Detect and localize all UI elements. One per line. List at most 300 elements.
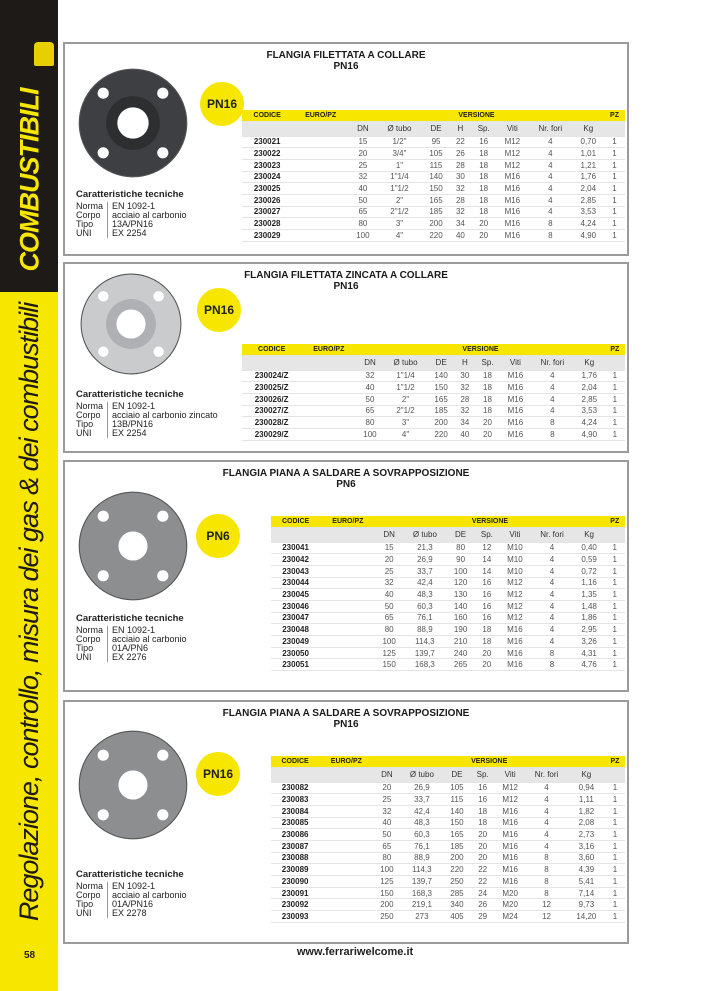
column-header: DE [422,121,450,136]
price-cell [320,624,375,636]
sidebar-category: COMBUSTIBILI [14,88,44,272]
price-cell [292,136,349,148]
spec-row [76,420,222,429]
cell-value: 1 [605,911,625,923]
cell-value: 4 [530,554,573,566]
cell-value: 1,01 [573,148,605,160]
header-blank [605,527,625,542]
cell-value: 150 [428,382,455,394]
column-header: DE [428,355,455,370]
cell-value: 1 [605,829,625,841]
cell-value: 25 [373,794,400,806]
cell-value: M16 [499,624,530,636]
cell-value: 125 [373,876,400,888]
sidebar-chapter-band [0,292,58,991]
header-codice: CODICE [271,756,319,767]
cell-value: 26,9 [403,554,447,566]
cell-value: 1 [605,876,625,888]
cell-value: 185 [422,206,450,218]
cell-value: 18 [470,805,495,817]
cell-value: 200 [444,852,471,864]
cell-value: 4 [528,206,572,218]
cell-value: M16 [495,840,525,852]
product-code: 230024 [242,171,292,183]
spec-row [76,229,191,238]
cell-value: 220 [444,864,471,876]
header-blank [242,121,292,136]
cell-value: 165 [444,829,471,841]
spec-label: Tipo [76,219,94,229]
technical-specs [76,390,222,438]
cell-value: 190 [447,624,474,636]
spec-value: 13B/PN16 [108,420,222,429]
cell-value: 1 [605,794,625,806]
table-row [271,589,625,601]
cell-value: 48,3 [400,817,443,829]
cell-value: 4 [525,794,568,806]
table-row [242,393,625,405]
cell-value: 12 [525,911,568,923]
price-cell [301,405,356,417]
cell-value: 4 [530,624,573,636]
price-cell [292,230,349,242]
cell-value: 2,85 [574,393,605,405]
cell-value: 20 [470,852,495,864]
cell-value: 140 [428,370,455,382]
cell-value: 8 [528,230,572,242]
cell-value: M16 [495,852,525,864]
cell-value: 120 [447,577,474,589]
cell-value: M16 [500,428,531,440]
column-header: Kg [573,121,605,136]
column-header: Nr. fori [528,121,572,136]
product-section [63,700,629,944]
price-cell [320,612,375,624]
cell-value: 16 [474,589,499,601]
header-versione: VERSIONE [356,344,604,355]
cell-value: 4,39 [568,864,605,876]
spec-row [76,653,191,662]
spec-value: EX 2276 [108,653,191,662]
cell-value: 0,40 [574,542,605,554]
table-row [271,565,625,577]
cell-value: 210 [447,636,474,648]
product-code: 230046 [271,600,320,612]
cell-value: M16 [500,370,531,382]
cell-value: 1 [605,817,625,829]
price-cell [319,782,373,794]
product-code: 230026 [242,194,292,206]
header-codice: CODICE [242,344,301,355]
cell-value: 340 [444,899,471,911]
product-code: 230044 [271,577,320,589]
cell-value: 32 [356,370,383,382]
pressure-badge: PN16 [196,752,240,796]
table-row [271,876,625,888]
cell-value: M16 [497,194,529,206]
product-pressure-title: PN16 [333,61,359,72]
cell-value: 25 [376,565,403,577]
spec-value: EN 1092-1 [108,402,222,411]
cell-value: 18 [471,183,497,195]
price-cell [292,159,349,171]
cell-value: 20 [475,428,500,440]
product-code: 230049 [271,636,320,648]
cell-value: 88,9 [403,624,447,636]
cell-value: M16 [500,393,531,405]
cell-value: 1 [604,159,625,171]
price-cell [301,428,356,440]
product-code: 230085 [271,817,319,829]
spec-label: UNI [76,652,92,662]
table-row [271,600,625,612]
table-row [271,864,625,876]
cell-value: M12 [497,148,529,160]
technical-specs [76,190,191,238]
cell-value: 18 [474,624,499,636]
cell-value: 16 [470,794,495,806]
spec-label: Corpo [76,634,101,644]
cell-value: 32 [349,171,377,183]
cell-value: 22 [470,864,495,876]
cell-value: 14 [474,565,499,577]
cell-value: 1 [605,805,625,817]
cell-value: 1"1/4 [384,370,428,382]
header-codice: CODICE [242,110,292,121]
product-code: 230042 [271,554,320,566]
cell-value: 65 [356,405,383,417]
cell-value: 139,7 [400,876,443,888]
price-cell [301,382,356,394]
product-code: 230087 [271,840,319,852]
spec-label: Corpo [76,410,101,420]
header-pz: PZ [604,110,625,121]
column-header: Viti [497,121,529,136]
table-row [271,899,625,911]
cell-value: 80 [447,542,474,554]
cell-value: 1 [605,600,625,612]
spec-value: acciaio al carbonio [108,635,191,644]
header-blank [605,355,625,370]
spec-value: 01A/PN6 [108,644,191,653]
cell-value: 25 [349,159,377,171]
cell-value: M12 [499,589,530,601]
cell-value: 2,08 [568,817,605,829]
table-row [242,183,625,195]
cell-value: 18 [474,636,499,648]
sidebar-chapter: Regolazione, controllo, misura dei gas & dei combustibili [14,302,45,922]
cell-value: M12 [495,782,525,794]
cell-value: 1/2" [377,136,422,148]
table-row [271,817,625,829]
table-row [271,542,625,554]
price-cell [319,876,373,888]
cell-value: 20 [475,417,500,429]
table-row [242,230,625,242]
spec-value: acciaio al carbonio [108,211,191,220]
cell-value: 115 [422,159,450,171]
table-row [271,624,625,636]
cell-value: 4 [530,612,573,624]
cell-value: 65 [373,840,400,852]
cell-value: M12 [497,159,529,171]
cell-value: 4,24 [573,218,605,230]
cell-value: 3,60 [568,852,605,864]
cell-value: 8 [525,887,568,899]
product-pressure-title: PN16 [333,719,359,730]
cell-value: 140 [422,171,450,183]
column-header: Sp. [471,121,497,136]
cell-value: 2" [384,393,428,405]
column-header: Kg [568,767,605,782]
cell-value: M12 [499,600,530,612]
cell-value: 168,3 [400,887,443,899]
cell-value: M16 [497,206,529,218]
specs-table [76,202,191,238]
cell-value: 76,1 [403,612,447,624]
cell-value: 168,3 [403,659,447,671]
cell-value: 2"1/2 [377,206,422,218]
cell-value: 18 [471,194,497,206]
cell-value: 28 [450,159,471,171]
cell-value: 1 [605,852,625,864]
product-code: 230050 [271,647,320,659]
website-link[interactable]: www.ferrariwelcome.it [296,946,414,958]
table-row [242,417,625,429]
cell-value: 3,53 [574,405,605,417]
cell-value: 20 [471,230,497,242]
price-cell [319,805,373,817]
column-header: Kg [574,527,605,542]
table-header-main [242,344,625,355]
cell-value: 1 [605,565,625,577]
cell-value: 4 [530,565,573,577]
table-row [242,206,625,218]
header-blank [242,355,301,370]
cell-value: 1 [604,218,625,230]
cell-value: 80 [376,624,403,636]
cell-value: 4 [525,840,568,852]
cell-value: 1 [605,577,625,589]
cell-value: M12 [497,136,529,148]
column-header: Viti [495,767,525,782]
cell-value: 100 [376,636,403,648]
specs-table [76,402,222,438]
cell-value: 1,82 [568,805,605,817]
cell-value: 16 [470,782,495,794]
product-title: FLANGIA PIANA A SALDARE A SOVRAPPOSIZIONE [222,468,470,479]
cell-value: 140 [444,805,471,817]
price-cell [319,817,373,829]
specs-title: Caratteristiche tecniche [76,613,184,624]
spec-label: Corpo [76,210,101,220]
cell-value: 1 [604,183,625,195]
product-code: 230024/Z [242,370,301,382]
cell-value: 3" [384,417,428,429]
cell-value: 8 [531,417,574,429]
cell-value: 265 [447,659,474,671]
cell-value: 4 [525,829,568,841]
cell-value: 32 [450,206,471,218]
cell-value: 1 [604,230,625,242]
cell-value: M10 [499,554,530,566]
sidebar-category-band [0,0,58,292]
table-row [271,647,625,659]
cell-value: 4 [530,589,573,601]
cell-value: 20 [376,554,403,566]
spec-value: 01A/PN16 [108,900,191,909]
price-cell [320,589,375,601]
header-codice: CODICE [271,516,320,527]
header-blank [604,121,625,136]
cell-value: M16 [497,171,529,183]
column-header: DN [376,527,403,542]
cell-value: 3/4" [377,148,422,160]
flange-image [77,729,189,846]
product-code: 230091 [271,887,319,899]
cell-value: 1,11 [568,794,605,806]
product-code: 230029/Z [242,428,301,440]
product-code: 230047 [271,612,320,624]
cell-value: 32 [450,183,471,195]
cell-value: 140 [447,600,474,612]
cell-value: 0,72 [574,565,605,577]
cell-value: 40 [356,382,383,394]
cell-value: 7,14 [568,887,605,899]
cell-value: 18 [470,817,495,829]
product-code: 230083 [271,794,319,806]
cell-value: 1 [605,417,625,429]
price-cell [292,206,349,218]
table-header-sub [271,767,625,782]
cell-value: 32 [376,577,403,589]
cell-value: 114,3 [403,636,447,648]
product-title: FLANGIA FILETTATA A COLLARE [266,50,426,61]
cell-value: 28 [450,194,471,206]
cell-value: 20 [470,840,495,852]
cell-value: 150 [422,183,450,195]
price-cell [319,840,373,852]
cell-value: 20 [474,647,499,659]
cell-value: 12 [525,899,568,911]
product-code: 230025/Z [242,382,301,394]
column-header: Nr. fori [525,767,568,782]
spec-value: EX 2254 [108,429,222,438]
cell-value: M16 [495,817,525,829]
cell-value: 130 [447,589,474,601]
cell-value: 4 [528,136,572,148]
cell-value: 18 [475,370,500,382]
cell-value: 3,53 [573,206,605,218]
price-cell [292,194,349,206]
cell-value: 60,3 [400,829,443,841]
cell-value: 16 [474,577,499,589]
header-blank [271,527,320,542]
pressure-badge: PN6 [196,514,240,558]
cell-value: 1 [605,542,625,554]
cell-value: 90 [447,554,474,566]
cell-value: 28 [455,393,475,405]
table-row [242,171,625,183]
cell-value: M12 [495,794,525,806]
table-row [242,370,625,382]
product-code: 230028/Z [242,417,301,429]
cell-value: M16 [499,659,530,671]
column-header: Viti [500,355,531,370]
cell-value: 4 [530,577,573,589]
price-cell [320,554,375,566]
spec-value: acciaio al carbonio zincato [108,411,222,420]
price-cell [320,600,375,612]
cell-value: 4" [384,428,428,440]
column-header: Sp. [474,527,499,542]
spec-value: EN 1092-1 [108,202,191,211]
pressure-badge: PN16 [197,288,241,332]
column-header: Ø tubo [400,767,443,782]
cell-value: 0,59 [574,554,605,566]
product-code: 230086 [271,829,319,841]
table-row [271,554,625,566]
cell-value: M16 [495,864,525,876]
specs-table [76,882,191,918]
cell-value: 29 [470,911,495,923]
cell-value: 4 [530,542,573,554]
cell-value: 219,1 [400,899,443,911]
cell-value: M16 [495,805,525,817]
cell-value: 15 [376,542,403,554]
product-code: 230026/Z [242,393,301,405]
cell-value: 240 [447,647,474,659]
product-code: 230029 [242,230,292,242]
price-cell [292,148,349,160]
table-row [271,636,625,648]
header-blank [319,767,373,782]
cell-value: 50 [356,393,383,405]
table-row [242,136,625,148]
cell-value: 21,3 [403,542,447,554]
cell-value: 20 [373,782,400,794]
cell-value: M16 [499,647,530,659]
cell-value: 4,24 [574,417,605,429]
cell-value: 8 [530,659,573,671]
table-row [242,428,625,440]
cell-value: 1 [605,624,625,636]
product-table [271,756,625,923]
cell-value: 1 [604,148,625,160]
price-cell [320,659,375,671]
cell-value: 1 [605,899,625,911]
header-euro: EURO/PZ [292,110,349,121]
cell-value: 1 [605,659,625,671]
spec-label: Norma [76,401,104,411]
cell-value: 165 [422,194,450,206]
cell-value: 40 [349,183,377,195]
cell-value: M16 [500,405,531,417]
cell-value: M16 [495,876,525,888]
cell-value: 4 [531,393,574,405]
spec-row [76,909,191,918]
table-row [271,794,625,806]
cell-value: 3,26 [574,636,605,648]
cell-value: 4,90 [574,428,605,440]
product-code: 230089 [271,864,319,876]
column-header: Nr. fori [530,527,573,542]
price-cell [320,636,375,648]
cell-value: 20 [349,148,377,160]
price-cell [319,852,373,864]
spec-label: Norma [76,625,104,635]
header-versione: VERSIONE [373,756,604,767]
